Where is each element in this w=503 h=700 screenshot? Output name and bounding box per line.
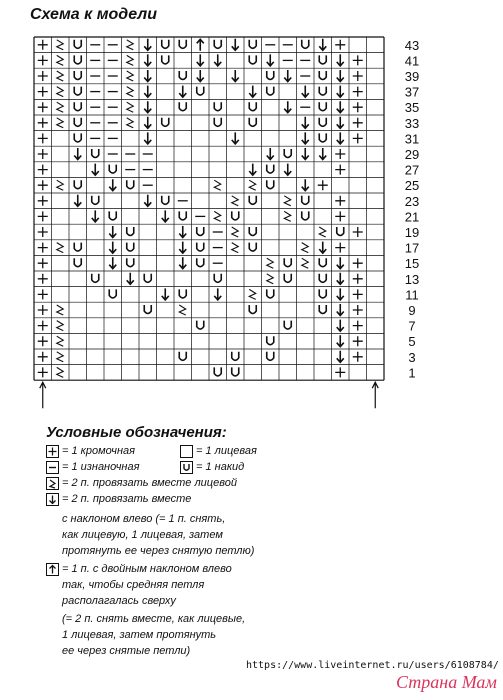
ssk-arrow-symbol — [179, 257, 186, 269]
k2tog-symbol — [57, 87, 64, 97]
ssk-arrow-symbol — [144, 101, 151, 113]
edge-stitch-symbol — [38, 118, 48, 128]
k2tog-symbol — [284, 196, 291, 206]
ssk-arrow-symbol — [109, 226, 116, 238]
edge-stitch-symbol — [38, 321, 48, 331]
ssk-arrow-symbol — [284, 164, 291, 176]
yarn-over-symbol — [74, 180, 81, 189]
row-number-label: 19 — [404, 225, 420, 240]
ssk-arrow-symbol — [337, 132, 344, 144]
yarn-over-symbol — [319, 102, 326, 111]
row-number-label: 23 — [404, 193, 420, 209]
yarn-over-symbol — [232, 367, 239, 376]
edge-stitch-symbol — [318, 180, 328, 190]
yarn-over-symbol — [249, 196, 256, 205]
yarn-over-symbol — [249, 55, 256, 64]
k2tog-symbol — [302, 258, 309, 268]
edge-stitch-symbol — [335, 40, 345, 50]
edge-stitch-symbol — [353, 274, 363, 284]
yarn-over-symbol — [127, 227, 134, 236]
ssk-arrow-symbol — [144, 195, 151, 207]
legend-k2tog-label: = 2 п. провязать вместе лицевой — [62, 477, 237, 489]
edge-stitch-symbol — [335, 211, 345, 221]
yarn-over-symbol — [197, 243, 204, 252]
yarn-over-symbol — [179, 71, 186, 80]
edge-stitch-symbol — [38, 274, 48, 284]
k2tog-symbol — [232, 227, 239, 237]
k2tog-symbol — [57, 102, 64, 112]
edge-marker-arrow — [372, 382, 378, 408]
edge-stitch-symbol — [353, 336, 363, 346]
yarn-over-symbol — [127, 243, 134, 252]
k2tog-symbol — [302, 243, 309, 253]
ssk-arrow-symbol — [144, 86, 151, 98]
yarn-over-symbol — [197, 258, 204, 267]
yarn-over-symbol — [267, 352, 274, 361]
row-number-label: 29 — [404, 147, 420, 162]
edge-stitch-symbol — [353, 102, 363, 112]
legend-ssk-line-4: протянуть ее через снятую петлю) — [62, 545, 255, 557]
ssk-icon — [46, 493, 59, 506]
ssk-arrow-symbol — [144, 132, 151, 144]
yarn-over-symbol — [144, 305, 151, 314]
row-number-label: 27 — [404, 162, 420, 178]
edge-stitch-symbol — [353, 118, 363, 128]
edge-stitch-symbol — [38, 305, 48, 315]
ssk-arrow-symbol — [109, 242, 116, 254]
edge-stitch-symbol — [353, 87, 363, 97]
ssk-arrow-symbol — [337, 117, 344, 129]
ssk-arrow-symbol — [214, 288, 221, 300]
yarn-over-symbol — [109, 165, 116, 174]
k2tog-symbol — [232, 196, 239, 206]
row-number-label: 11 — [405, 287, 419, 303]
yarn-over-symbol — [249, 243, 256, 252]
yarn-over-symbol — [162, 196, 169, 205]
yarn-over-symbol — [319, 258, 326, 267]
yarn-over-symbol — [249, 227, 256, 236]
ssk-arrow-symbol — [337, 335, 344, 347]
yarn-over-symbol — [74, 40, 81, 49]
yarn-over-symbol — [197, 321, 204, 330]
ssk-arrow-symbol — [179, 242, 186, 254]
k2tog-symbol — [57, 305, 64, 315]
ssk-arrow-symbol — [337, 54, 344, 66]
row-number-label: 17 — [404, 240, 420, 256]
yarn-over-symbol — [267, 180, 274, 189]
ssk-arrow-symbol — [162, 210, 169, 222]
k2tog-symbol — [127, 102, 134, 112]
ssk-arrow-symbol — [337, 101, 344, 113]
yarn-over-symbol — [319, 305, 326, 314]
ssk-arrow-symbol — [302, 132, 309, 144]
k2tog-symbol — [127, 87, 134, 97]
yarn-over-symbol — [144, 274, 151, 283]
row-number-label: 41 — [404, 53, 420, 69]
yarn-over-symbol — [319, 71, 326, 80]
ssk-arrow-symbol — [144, 54, 151, 66]
watermark-url[interactable]: https://www.liveinternet.ru/users/6108784/ — [246, 660, 499, 671]
edge-stitch-symbol — [353, 71, 363, 81]
ssk-arrow-symbol — [197, 70, 204, 82]
k2tog-symbol — [214, 180, 221, 190]
ssk-arrow-symbol — [179, 86, 186, 98]
edge-stitch-symbol — [353, 305, 363, 315]
yarn-over-symbol — [74, 71, 81, 80]
yarn-over-symbol — [162, 118, 169, 127]
legend-cdd-line-4: (= 2 п. снять вместе, как лицевые, — [62, 613, 246, 625]
yarn-over-symbol — [92, 274, 99, 283]
site-logo: Страна Мам — [396, 672, 497, 692]
yarn-over-symbol — [319, 289, 326, 298]
legend-title: Условные обозначения: — [46, 424, 227, 441]
yarn-over-symbol — [74, 102, 81, 111]
edge-stitch-symbol — [38, 258, 48, 268]
row-number-label: 31 — [404, 131, 420, 147]
legend-ssk-line-2: с наклоном влево (= 1 п. снять, — [62, 513, 226, 525]
k2tog-symbol — [57, 243, 64, 253]
yarn-over-symbol — [319, 118, 326, 127]
yarn-over-symbol — [284, 274, 291, 283]
row-number-label: 5 — [408, 334, 416, 350]
yarn-over-symbol — [232, 352, 239, 361]
ssk-arrow-symbol — [337, 257, 344, 269]
k2tog-symbol — [127, 71, 134, 81]
k2tog-symbol — [267, 258, 274, 268]
yarn-over-symbol — [74, 87, 81, 96]
k2tog-symbol — [57, 180, 64, 190]
row-number-label: 37 — [404, 84, 420, 100]
row-number-label: 33 — [404, 115, 420, 131]
yarn-over-symbol — [179, 211, 186, 220]
yarn-over-symbol — [232, 211, 239, 220]
ssk-arrow-symbol — [337, 288, 344, 300]
yarn-over-symbol — [214, 118, 221, 127]
yarn-over-symbol — [214, 367, 221, 376]
yarn-over-symbol — [74, 258, 81, 267]
yarn-over-symbol — [267, 289, 274, 298]
legend-yo-label: = 1 накид — [196, 461, 245, 473]
ssk-arrow-symbol — [284, 70, 291, 82]
ssk-arrow-symbol — [162, 288, 169, 300]
k2tog-symbol — [57, 336, 64, 346]
yarn-over-symbol — [179, 40, 186, 49]
ssk-arrow-symbol — [179, 226, 186, 238]
ssk-arrow-symbol — [319, 39, 326, 51]
edge-stitch-symbol — [38, 40, 48, 50]
row-number-label: 9 — [408, 303, 416, 318]
ssk-arrow-symbol — [214, 54, 221, 66]
yarn-over-symbol — [249, 40, 256, 49]
row-number-label: 15 — [404, 256, 420, 272]
ssk-arrow-symbol — [144, 117, 151, 129]
edge-stitch-symbol — [38, 227, 48, 237]
legend-cdd-line-3: располагалась сверху — [62, 595, 176, 607]
row-number-label: 39 — [404, 69, 420, 84]
ssk-arrow-symbol — [284, 101, 291, 113]
row-number-label: 43 — [404, 37, 420, 53]
k2tog-symbol — [57, 55, 64, 65]
yarn-over-symbol — [127, 180, 134, 189]
yarn-over-symbol — [284, 258, 291, 267]
yarn-over-symbol — [319, 55, 326, 64]
legend-knit-label: = 1 лицевая — [196, 445, 257, 457]
ssk-arrow-symbol — [337, 86, 344, 98]
row-number-label: 25 — [404, 178, 420, 194]
yarn-over-symbol — [92, 149, 99, 158]
edge-stitch-symbol — [38, 367, 48, 377]
edge-stitch-symbol — [353, 258, 363, 268]
k2tog-symbol — [214, 211, 221, 221]
purl-stitch-icon — [46, 461, 59, 474]
ssk-arrow-symbol — [144, 39, 151, 51]
ssk-arrow-symbol — [337, 70, 344, 82]
yarn-over-symbol — [319, 133, 326, 142]
edge-stitch-symbol — [353, 289, 363, 299]
ssk-arrow-symbol — [74, 195, 81, 207]
yarn-over-symbol — [302, 196, 309, 205]
k2tog-symbol — [57, 367, 64, 377]
ssk-arrow-symbol — [302, 117, 309, 129]
yarn-over-symbol — [92, 196, 99, 205]
legend-cdd-line-5: 1 лицевая, затем протянуть — [62, 629, 217, 641]
yarn-over-symbol — [267, 336, 274, 345]
edge-stitch-symbol — [335, 367, 345, 377]
yarn-over-symbol — [179, 289, 186, 298]
yarn-over-symbol — [74, 55, 81, 64]
k2tog-symbol — [127, 118, 134, 128]
edge-stitch-symbol — [335, 149, 345, 159]
ssk-arrow-symbol — [319, 242, 326, 254]
edge-stitch-symbol — [38, 102, 48, 112]
yarn-over-symbol — [319, 274, 326, 283]
k2tog-symbol — [127, 55, 134, 65]
yarn-over-symbol — [249, 102, 256, 111]
ssk-arrow-symbol — [337, 304, 344, 316]
ssk-arrow-symbol — [232, 132, 239, 144]
yarn-over-symbol — [284, 149, 291, 158]
k2tog-icon — [46, 477, 59, 490]
yarn-over-symbol — [267, 87, 274, 96]
edge-stitch-symbol — [335, 196, 345, 206]
edge-stitch-symbol — [353, 321, 363, 331]
yarn-over-symbol — [179, 352, 186, 361]
ssk-arrow-symbol — [337, 351, 344, 363]
edge-stitch-symbol — [38, 211, 48, 221]
k2tog-symbol — [57, 352, 64, 362]
row-number-label: 21 — [404, 209, 420, 225]
edge-stitch-symbol — [335, 243, 345, 253]
k2tog-symbol — [57, 40, 64, 50]
row-number-label: 1 — [408, 365, 416, 381]
yarn-over-symbol — [302, 40, 309, 49]
legend-cdd-line-6: ее через снятые петли) — [62, 645, 191, 657]
yarn-over-symbol — [267, 71, 274, 80]
ssk-arrow-symbol — [92, 210, 99, 222]
edge-stitch-symbol — [38, 133, 48, 143]
k2tog-symbol — [57, 321, 64, 331]
edge-stitch-symbol — [353, 133, 363, 143]
ssk-arrow-symbol — [144, 70, 151, 82]
k2tog-symbol — [232, 243, 239, 253]
ssk-arrow-symbol — [249, 164, 256, 176]
edge-stitch-symbol — [353, 55, 363, 65]
edge-stitch-symbol — [38, 352, 48, 362]
yarn-over-symbol — [179, 102, 186, 111]
yarn-over-symbol — [162, 40, 169, 49]
row-number-label: 13 — [404, 271, 420, 287]
yarn-over-symbol — [214, 102, 221, 111]
yarn-over-symbol — [214, 40, 221, 49]
page-title: Схема к модели — [30, 6, 158, 23]
legend-cdd-line-2: так, чтобы средняя петля — [62, 579, 205, 591]
k2tog-symbol — [57, 71, 64, 81]
ssk-arrow-symbol — [302, 148, 309, 160]
ssk-arrow-symbol — [109, 257, 116, 269]
edge-stitch-symbol — [38, 196, 48, 206]
knit-stitch-icon — [180, 445, 193, 458]
k2tog-symbol — [284, 211, 291, 221]
k2tog-symbol — [127, 40, 134, 50]
edge-stitch-symbol — [353, 352, 363, 362]
yarn-over-symbol — [249, 118, 256, 127]
ssk-arrow-symbol — [197, 54, 204, 66]
cdd-arrow-symbol — [197, 39, 204, 51]
ssk-arrow-symbol — [127, 273, 134, 285]
edge-stitch-symbol — [353, 227, 363, 237]
yarn-over-symbol — [249, 305, 256, 314]
yarn-over-symbol — [109, 211, 116, 220]
yarn-over-symbol — [302, 211, 309, 220]
yarn-over-symbol — [109, 289, 116, 298]
ssk-arrow-symbol — [302, 86, 309, 98]
k2tog-symbol — [249, 289, 256, 299]
legend-ssk-line-3: как лицевую, 1 лицевая, затем — [62, 529, 223, 541]
ssk-arrow-symbol — [302, 179, 309, 191]
edge-stitch-symbol — [38, 149, 48, 159]
edge-stitch-symbol — [38, 55, 48, 65]
yarn-over-symbol — [127, 258, 134, 267]
yarn-over-symbol — [337, 227, 344, 236]
k2tog-symbol — [249, 180, 256, 190]
legend-cdd-line-1: = 1 п. с двойным наклоном влево — [62, 563, 232, 575]
legend-ssk-line-1: = 2 п. провязать вместе — [62, 493, 192, 505]
ssk-arrow-symbol — [74, 148, 81, 160]
row-number-label: 35 — [404, 100, 420, 116]
edge-stitch-icon — [46, 445, 59, 458]
yarn-over-symbol — [214, 274, 221, 283]
row-number-label: 7 — [408, 318, 416, 334]
yarn-over-symbol — [162, 55, 169, 64]
cdd-icon — [46, 563, 59, 576]
edge-stitch-symbol — [335, 165, 345, 175]
ssk-arrow-symbol — [319, 148, 326, 160]
ssk-arrow-symbol — [337, 273, 344, 285]
ssk-arrow-symbol — [267, 54, 274, 66]
ssk-arrow-symbol — [92, 164, 99, 176]
k2tog-symbol — [319, 227, 326, 237]
yarn-over-symbol — [197, 87, 204, 96]
ssk-arrow-symbol — [109, 179, 116, 191]
ssk-arrow-symbol — [267, 148, 274, 160]
edge-stitch-symbol — [38, 180, 48, 190]
legend-edge-label: = 1 кромочная — [62, 445, 135, 457]
edge-stitch-symbol — [38, 289, 48, 299]
yarn-over-symbol — [319, 87, 326, 96]
yarn-over-symbol — [197, 227, 204, 236]
ssk-arrow-symbol — [337, 320, 344, 332]
yarn-over-symbol — [74, 243, 81, 252]
edge-stitch-symbol — [38, 71, 48, 81]
edge-stitch-symbol — [38, 87, 48, 97]
yarn-over-symbol — [74, 118, 81, 127]
edge-marker-arrow — [40, 382, 46, 408]
row-number-label: 3 — [408, 349, 416, 365]
k2tog-symbol — [267, 274, 274, 284]
edge-stitch-symbol — [38, 336, 48, 346]
yarn-over-icon — [180, 461, 193, 474]
legend-purl-label: = 1 изнаночная — [62, 461, 140, 473]
edge-stitch-symbol — [38, 243, 48, 253]
ssk-arrow-symbol — [232, 70, 239, 82]
yarn-over-symbol — [74, 133, 81, 142]
ssk-arrow-symbol — [232, 39, 239, 51]
k2tog-symbol — [57, 118, 64, 128]
ssk-arrow-symbol — [249, 86, 256, 98]
yarn-over-symbol — [267, 165, 274, 174]
k2tog-symbol — [179, 305, 186, 315]
yarn-over-symbol — [284, 321, 291, 330]
edge-stitch-symbol — [38, 165, 48, 175]
